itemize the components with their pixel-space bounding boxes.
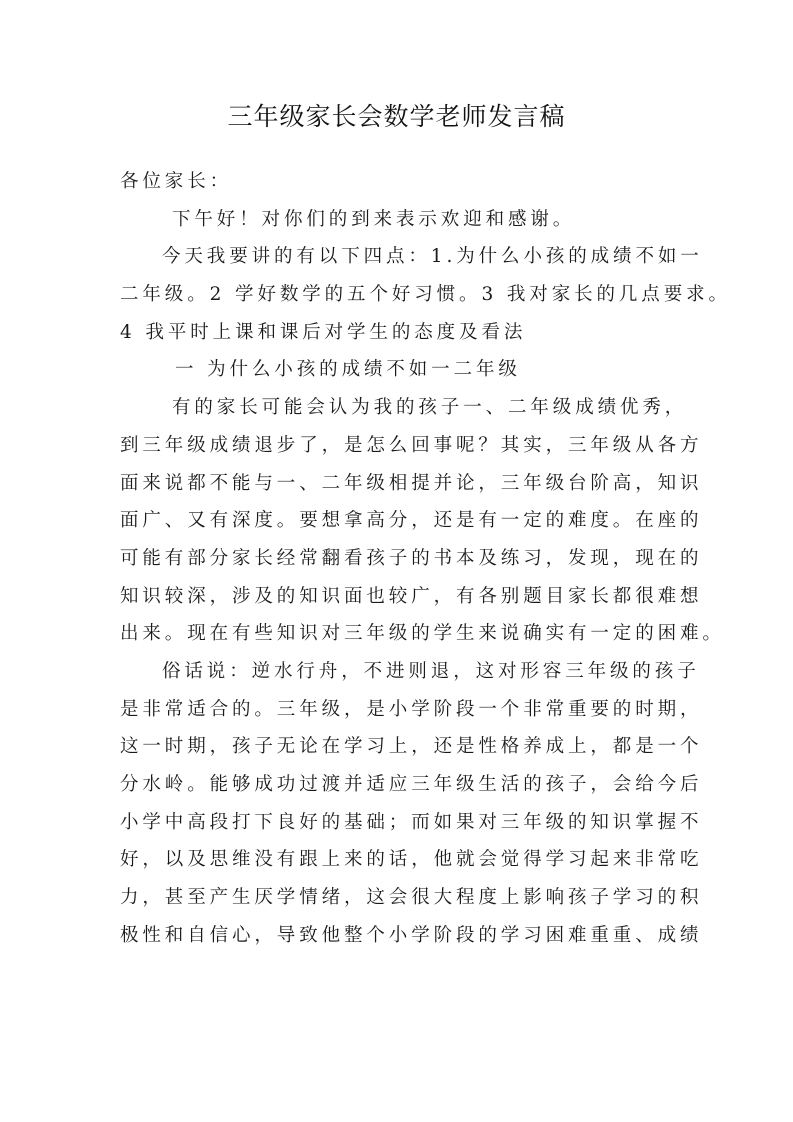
- paragraph-line: 这一时期，孩子无论在学习上，还是性格养成上，都是一个: [120, 736, 703, 758]
- document-title: 三年级家长会数学老师发言稿: [227, 102, 566, 131]
- paragraph-line: 是非常适合的。三年级，是小学阶段一个非常重要的时期，: [120, 698, 703, 720]
- paragraph-line: 力，甚至产生厌学情绪，这会很大程度上影响孩子学习的积: [120, 887, 703, 909]
- section-heading: 一 为什么小孩的成绩不如一二年级: [175, 359, 521, 381]
- paragraph-line: 极性和自信心，导致他整个小学阶段的学习困难重重、成绩: [120, 924, 703, 946]
- paragraph-line: 小学中高段打下良好的基础；而如果对三年级的知识掌握不: [120, 811, 703, 833]
- paragraph-line: 知识较深，涉及的知识面也较广，有各别题目家长都很难想: [120, 585, 703, 607]
- paragraph-line: 面广、又有深度。要想拿高分，还是有一定的难度。在座的: [120, 510, 703, 532]
- paragraph-line: 到三年级成绩退步了，是怎么回事呢？其实，三年级从各方: [120, 434, 703, 456]
- paragraph-line: 有的家长可能会认为我的孩子一、二年级成绩优秀，: [172, 397, 688, 419]
- paragraph-line: 好，以及思维没有跟上来的话，他就会觉得学习起来非常吃: [120, 849, 703, 871]
- greeting-line: 下午好！对你们的到来表示欢迎和感谢。: [172, 208, 576, 230]
- paragraph-line: 二年级。2 学好数学的五个好习惯。3 我对家长的几点要求。: [120, 284, 731, 306]
- paragraph-line: 今天我要讲的有以下四点：1.为什么小孩的成绩不如一: [162, 246, 703, 268]
- paragraph-line: 可能有部分家长经常翻看孩子的书本及练习，发现，现在的: [120, 547, 703, 569]
- paragraph-line: 分水岭。能够成功过渡并适应三年级生活的孩子，会给今后: [120, 774, 703, 795]
- salutation-line: 各位家长：: [120, 171, 233, 192]
- paragraph-line: 出来。现在有些知识对三年级的学生来说确实有一定的困难。: [120, 623, 725, 645]
- paragraph-line: 4 我平时上课和课后对学生的态度及看法: [120, 321, 527, 343]
- paragraph-line: 俗话说：逆水行舟，不进则退，这对形容三年级的孩子: [162, 660, 700, 682]
- document-body: [120, 163, 731, 954]
- paragraph-line: 面来说都不能与一、二年级相提并论，三年级台阶高，知识: [120, 472, 703, 494]
